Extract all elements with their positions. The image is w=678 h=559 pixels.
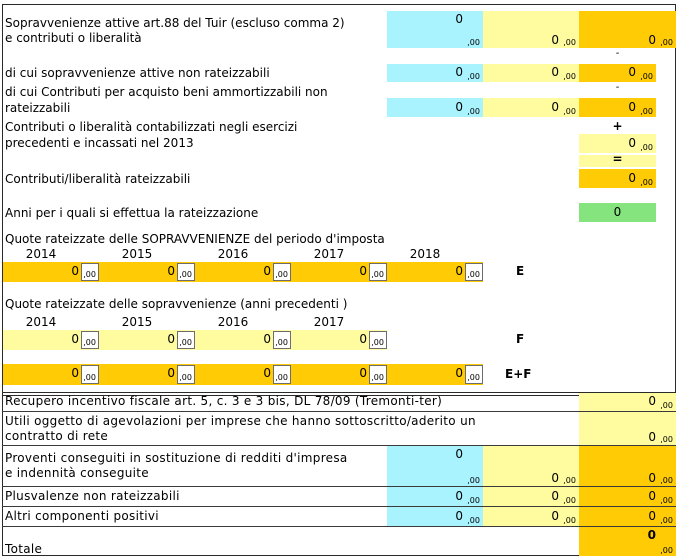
decimal-box: [177, 331, 195, 349]
utili-col3-value: 0: [648, 430, 656, 444]
decimal-suffix: ,00: [660, 38, 673, 47]
contributi-precedenti-col3-field[interactable]: [579, 134, 656, 153]
plusvalenze-col2-value: 0: [551, 489, 559, 503]
decimal-suffix: ,00: [467, 38, 480, 47]
anni-field[interactable]: [579, 203, 656, 222]
decimal-suffix: ,00: [371, 338, 384, 347]
sopravvenienze-col2-field[interactable]: [483, 11, 579, 48]
quote-periodo-title: Quote rateizzate delle SOPRAVVENIENZE del periodo d'imposta: [5, 232, 385, 246]
proventi-col3-value: 0: [648, 471, 656, 485]
anni-label: Anni per i quali si effettua la rateizzazione: [5, 206, 259, 220]
quote-periodo-cell-value: 0: [263, 264, 271, 278]
beni-ammortizzabili-label-1: di cui Contributi per acquisto beni ammortizzabili non: [5, 85, 328, 99]
non-rateizzabili-col3-field[interactable]: [579, 64, 656, 82]
quote-precedenti-cell-value: 0: [167, 332, 175, 346]
anni-value: 0: [613, 205, 622, 219]
decimal-suffix: ,00: [660, 496, 673, 505]
decimal-suffix: ,00: [660, 476, 673, 485]
decimal-box: [273, 263, 291, 281]
decimal-suffix: ,00: [275, 373, 288, 382]
tag-e-plus-f: E+F: [505, 367, 532, 381]
tag-e: E: [516, 264, 525, 278]
proventi-col2-value: 0: [551, 471, 559, 485]
utili-label-1: Utili oggetto di agevolazioni per imprese che hanno sottoscritto/aderito un: [5, 414, 476, 428]
beni-ammortizzabili-label-2: rateizzabili: [5, 101, 71, 115]
decimal-suffix: ,00: [275, 270, 288, 279]
beni-ammortizzabili-col2-value: 0: [551, 100, 559, 114]
decimal-box: [81, 365, 99, 384]
plusvalenze-col2-field[interactable]: [483, 487, 579, 506]
decimal-suffix: ,00: [563, 38, 576, 47]
somma-cell-field[interactable]: [3, 364, 99, 385]
quote-periodo-cell-value: 0: [167, 264, 175, 278]
row-divider: [2, 411, 676, 412]
decimal-box: [273, 365, 291, 384]
operator-equals: =: [612, 152, 623, 166]
decimal-suffix: ,00: [640, 72, 653, 81]
proventi-col1-value: 0: [455, 447, 463, 461]
proventi-label-1: Proventi conseguiti in sostituzione di redditi d'impresa: [5, 451, 348, 465]
quote-precedenti-cell-value: 0: [359, 332, 367, 346]
decimal-suffix: ,00: [563, 496, 576, 505]
sopravvenienze-col1-field[interactable]: [387, 11, 483, 48]
somma-cell-field[interactable]: [387, 364, 483, 385]
somma-cell-value: 0: [263, 366, 271, 380]
non-rateizzabili-col1-field[interactable]: [387, 64, 483, 82]
plusvalenze-label: Plusvalenze non rateizzabili: [5, 489, 180, 503]
quote-periodo-cell-value: 0: [359, 264, 367, 278]
operator-plus: +: [612, 119, 623, 133]
decimal-suffix: ,00: [640, 107, 653, 116]
quote-periodo-year: 2016: [217, 247, 249, 261]
totale-col3-field[interactable]: [579, 527, 676, 556]
decimal-suffix: ,00: [660, 546, 673, 555]
altri-col2-field[interactable]: [483, 507, 579, 526]
decimal-suffix: ,00: [467, 72, 480, 81]
quote-precedenti-cell-value: 0: [71, 332, 79, 346]
quote-periodo-cell-field[interactable]: [387, 262, 483, 282]
somma-cell-value: 0: [167, 366, 175, 380]
quote-precedenti-year: 2017: [313, 315, 345, 329]
quote-periodo-cell-value: 0: [71, 264, 79, 278]
beni-ammortizzabili-col3-field[interactable]: [579, 98, 656, 117]
sopravvenienze-col3-value: 0: [648, 33, 656, 47]
plusvalenze-col1-value: 0: [455, 489, 463, 503]
decimal-suffix: ,00: [467, 270, 480, 279]
quote-precedenti-cell-value: 0: [263, 332, 271, 346]
decimal-box: [273, 331, 291, 349]
quote-periodo-year: 2015: [121, 247, 153, 261]
operator-minus-2: -: [615, 82, 620, 93]
totale-label: Totale: [5, 542, 43, 556]
decimal-suffix: ,00: [563, 516, 576, 525]
decimal-suffix: ,00: [467, 476, 480, 485]
recupero-col3-field[interactable]: [579, 393, 676, 411]
somma-cell-value: 0: [359, 366, 367, 380]
quote-precedenti-year: 2016: [217, 315, 249, 329]
quote-periodo-cell-field[interactable]: [3, 262, 99, 282]
recupero-label: Recupero incentivo fiscale art. 5, c. 3 e 3 bis, DL 78/09 (Tremonti-ter): [5, 394, 443, 408]
decimal-suffix: ,00: [467, 373, 480, 382]
somma-cell-value: 0: [71, 366, 79, 380]
decimal-suffix: ,00: [640, 178, 653, 187]
sopravvenienze-label-1: Sopravvenienze attive art.88 del Tuir (escluso comma 2): [5, 16, 345, 30]
contributi-precedenti-col3-value: 0: [628, 136, 636, 150]
somma-cell-field[interactable]: [99, 364, 195, 385]
decimal-suffix: ,00: [467, 496, 480, 505]
somma-cell-field[interactable]: [195, 364, 291, 385]
quote-periodo-cell-field[interactable]: [195, 262, 291, 282]
decimal-box: [369, 331, 387, 349]
recupero-col3-value: 0: [648, 394, 656, 408]
decimal-suffix: ,00: [371, 373, 384, 382]
quote-periodo-cell-field[interactable]: [291, 262, 387, 282]
decimal-suffix: ,00: [179, 270, 192, 279]
quote-precedenti-title: Quote rateizzate delle sopravvenienze (anni precedenti ): [5, 297, 348, 311]
contributi-precedenti-label-2: precedenti e incassati nel 2013: [5, 136, 194, 150]
decimal-suffix: ,00: [179, 373, 192, 382]
altri-col2-value: 0: [551, 509, 559, 523]
plusvalenze-col3-value: 0: [648, 489, 656, 503]
non-rateizzabili-col2-field[interactable]: [483, 64, 579, 82]
decimal-suffix: ,00: [660, 516, 673, 525]
row-divider: [2, 526, 676, 527]
quote-precedenti-cell-field[interactable]: [99, 330, 195, 350]
utili-label-2: contratto di rete: [5, 429, 109, 443]
quote-precedenti-cell-field[interactable]: [291, 330, 387, 350]
rateizzabili-label: Contributi/liberalità rateizzabili: [5, 172, 191, 186]
altri-col1-field[interactable]: [387, 507, 483, 526]
quote-precedenti-year: 2014: [25, 315, 57, 329]
altri-col1-value: 0: [455, 509, 463, 523]
somma-cell-field[interactable]: [291, 364, 387, 385]
decimal-box: [81, 263, 99, 281]
decimal-suffix: ,00: [179, 338, 192, 347]
decimal-suffix: ,00: [275, 338, 288, 347]
quote-precedenti-year: 2015: [121, 315, 153, 329]
quote-periodo-year: 2014: [25, 247, 57, 261]
quote-periodo-cell-value: 0: [455, 264, 463, 278]
proventi-col2-field[interactable]: [483, 446, 579, 486]
plusvalenze-col1-field[interactable]: [387, 487, 483, 506]
decimal-box: [81, 331, 99, 349]
altri-label: Altri componenti positivi: [5, 509, 159, 523]
proventi-label-2: e indennità conseguite: [5, 466, 149, 480]
decimal-suffix: ,00: [83, 270, 96, 279]
utili-col3-field[interactable]: [579, 412, 676, 445]
decimal-box: [177, 263, 195, 281]
contributi-precedenti-label-1: Contributi o liberalità contabilizzati negli esercizi: [5, 120, 298, 134]
decimal-suffix: ,00: [467, 516, 480, 525]
totale-col3-value: 0: [647, 528, 656, 542]
non-rateizzabili-label: di cui sopravvenienze attive non rateizzabili: [5, 66, 270, 80]
decimal-suffix: ,00: [640, 143, 653, 152]
altri-col3-field[interactable]: [579, 507, 676, 526]
non-rateizzabili-col3-value: 0: [628, 65, 636, 79]
decimal-box: [177, 365, 195, 384]
beni-ammortizzabili-col1-value: 0: [455, 100, 463, 114]
sopravvenienze-col3-field[interactable]: [579, 11, 676, 48]
plusvalenze-col3-field[interactable]: [579, 487, 676, 506]
decimal-suffix: ,00: [83, 373, 96, 382]
tag-f: F: [516, 332, 525, 346]
beni-ammortizzabili-col1-field[interactable]: [387, 98, 483, 117]
decimal-suffix: ,00: [563, 476, 576, 485]
sopravvenienze-col2-value: 0: [551, 33, 559, 47]
decimal-suffix: ,00: [563, 72, 576, 81]
beni-ammortizzabili-col3-value: 0: [628, 100, 636, 114]
decimal-suffix: ,00: [467, 107, 480, 116]
beni-ammortizzabili-col2-field[interactable]: [483, 98, 579, 117]
decimal-suffix: ,00: [660, 435, 673, 444]
quote-periodo-year: 2018: [409, 247, 441, 261]
quote-periodo-cell-field[interactable]: [99, 262, 195, 282]
decimal-box: [465, 263, 483, 281]
quote-precedenti-cell-field[interactable]: [195, 330, 291, 350]
decimal-suffix: ,00: [83, 338, 96, 347]
sopravvenienze-col1-value: 0: [455, 12, 463, 26]
operator-equals-band: [579, 152, 656, 167]
decimal-box: [465, 365, 483, 384]
decimal-suffix: ,00: [371, 270, 384, 279]
sopravvenienze-label-2: e contributi o liberalità: [5, 31, 142, 45]
operator-minus-1: -: [615, 48, 620, 59]
somma-cell-value: 0: [455, 366, 463, 380]
decimal-box: [369, 365, 387, 384]
altri-col3-value: 0: [648, 509, 656, 523]
rateizzabili-col3-value: 0: [628, 171, 636, 185]
decimal-suffix: ,00: [563, 107, 576, 116]
quote-precedenti-cell-field[interactable]: [3, 330, 99, 350]
proventi-col3-field[interactable]: [579, 446, 676, 486]
quote-periodo-year: 2017: [313, 247, 345, 261]
decimal-suffix: ,00: [660, 401, 673, 410]
rateizzabili-col3-field[interactable]: [579, 169, 656, 188]
proventi-col1-field[interactable]: [387, 446, 483, 486]
decimal-box: [369, 263, 387, 281]
non-rateizzabili-col1-value: 0: [455, 65, 463, 79]
non-rateizzabili-col2-value: 0: [551, 65, 559, 79]
